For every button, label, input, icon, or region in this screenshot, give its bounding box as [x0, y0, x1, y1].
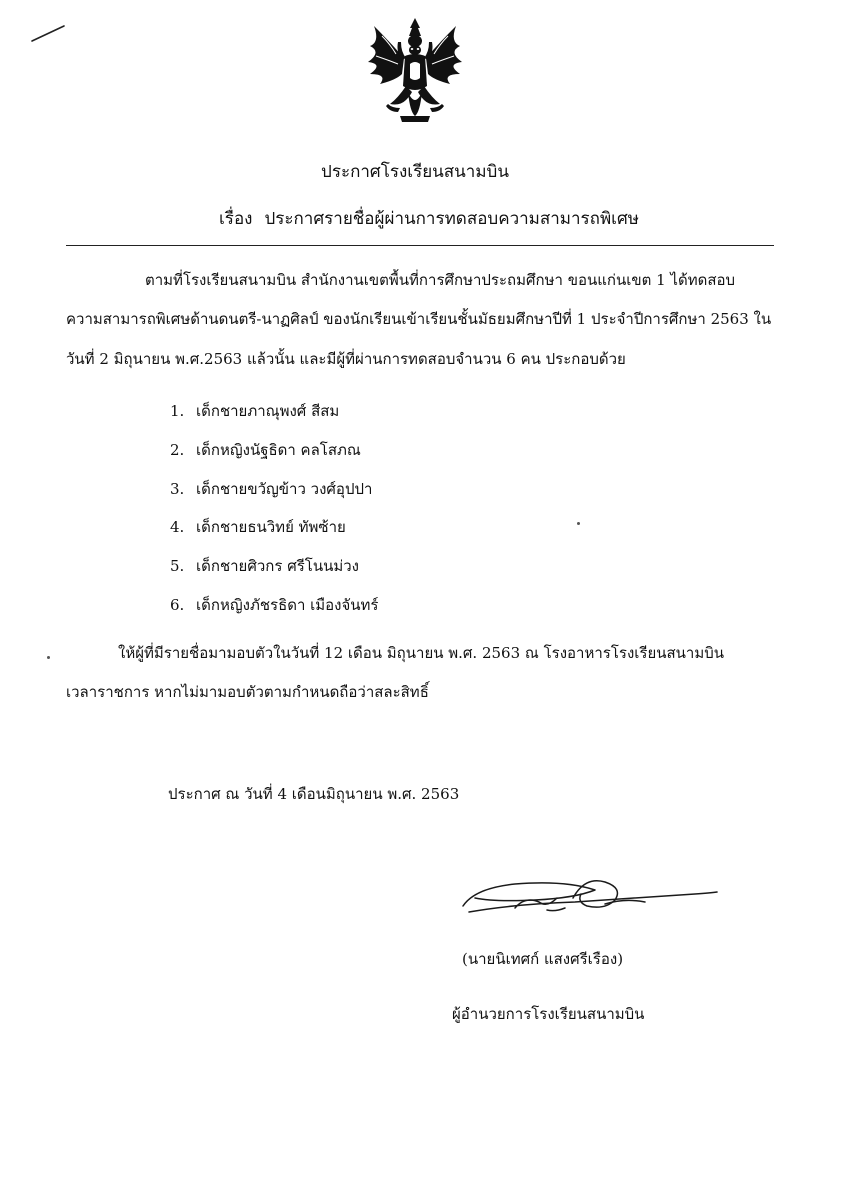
- paragraph-1-line-2: ความสามารถพิเศษด้านดนตรี-นาฏศิลป์ ของนักเรียนเข้าเรียนชั้นมัธยมศึกษาปีที่ 1 ประจำปีการศึกษา 2563 ใน: [66, 310, 772, 328]
- paragraph-2-line-1: ให้ผู้ที่มีรายชื่อมามอบตัวในวันที่ 12 เดือน มิถุนายน พ.ศ. 2563 ณ โรงอาหารโรงเรียนสนามบิน: [118, 644, 724, 662]
- paragraph-1-line-3: วันที่ 2 มิถุนายน พ.ศ.2563 แล้วนั้น และมีผู้ที่ผ่านการทดสอบจำนวน 6 คน ประกอบด้วย: [66, 350, 626, 368]
- list-item-number: 6.: [170, 595, 185, 614]
- list-item-name: เด็กหญิงภัชรธิดา เมืองจันทร์: [196, 595, 379, 614]
- signatory-position: ผู้อำนวยการโรงเรียนสนามบิน: [452, 1005, 645, 1023]
- announcement-dateline: ประกาศ ณ วันที่ 4 เดือนมิถุนายน พ.ศ. 2563: [168, 785, 460, 803]
- list-item: [170, 477, 379, 516]
- signatory-name: (นายนิเทศก์ แสงศรีเรือง): [462, 950, 624, 968]
- scan-speck: [47, 656, 50, 659]
- list-item-number: 2.: [170, 440, 185, 459]
- subject-text: ประกาศรายชื่อผู้ผ่านการทดสอบความสามารถพิเศษ: [264, 209, 639, 229]
- list-item: [170, 593, 379, 632]
- scan-speck: [577, 522, 580, 525]
- list-item-name: เด็กชายศิวกร ศรีโนนม่วง: [196, 557, 359, 576]
- garuda-emblem-icon: [360, 12, 470, 132]
- list-item: [170, 399, 379, 438]
- handwritten-signature: [455, 868, 725, 928]
- pen-mark: [30, 22, 66, 44]
- header-divider: [66, 245, 774, 246]
- list-item-number: 4.: [170, 518, 185, 537]
- list-item: [170, 438, 379, 477]
- subject-label: เรื่อง: [219, 209, 253, 229]
- paragraph-2-line-2: เวลาราชการ หากไม่มามอบตัวตามกำหนดถือว่าสละสิทธิ์: [66, 683, 429, 701]
- list-item-number: 1.: [170, 402, 185, 420]
- paragraph-1-line-1: ตามที่โรงเรียนสนามบิน สำนักงานเขตพื้นที่การศึกษาประถมศึกษา ขอนแก่นเขต 1 ได้ทดสอบ: [145, 271, 736, 289]
- list-item: [170, 554, 379, 593]
- list-item-name: เด็กหญิงนัฐธิดา คลโสภณ: [196, 440, 361, 459]
- announcement-subject-line: [0, 205, 858, 232]
- list-item-number: 5.: [170, 557, 185, 576]
- list-item-number: 3.: [170, 479, 185, 498]
- passer-list: [170, 399, 379, 632]
- list-item: [170, 515, 379, 554]
- list-item-name: เด็กชายขวัญข้าว วงศ์อุปปา: [196, 479, 373, 498]
- list-item-name: เด็กชายภาณุพงศ์ สีสม: [196, 402, 340, 420]
- announcement-title: ประกาศโรงเรียนสนามบิน: [321, 162, 509, 182]
- list-item-name: เด็กชายธนวิทย์ ทัพซ้าย: [196, 518, 346, 537]
